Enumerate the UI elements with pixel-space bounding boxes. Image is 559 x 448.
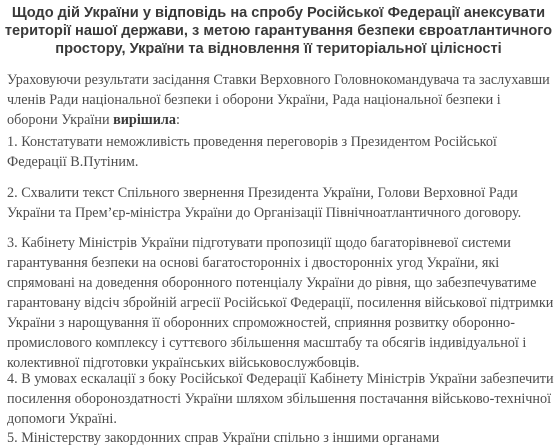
decision-item-4: 4. В умовах ескалації з боку Російської Федерації Кабінету Міністрів України забезпечити посилення обороноздатності України шляхом збільшення постачання військово-технічної допомоги Україні. bbox=[7, 371, 554, 427]
decision-item-5: 5. Міністерству закордонних справ України спільно з іншими органами bbox=[7, 430, 440, 446]
decision-item-3: 3. Кабінету Міністрів України підготувати пропозиції щодо багаторівневої системи гарантування безпеки на основі багатосторонніх і двосторонніх угод України, які спрямовані на доведення оборонного потенціалу України до рівня, що забезпечуватиме гарантовану відсіч збройній агресії Російської Федерації, посилення військової підтримки України з нарощування її оборонних спроможностей, сприяння розвитку оборонно-промислового комплексу і суттєвого збільшення масштабу та обсягів індивідуальної і колективної підготовки українських військовослужбовців. bbox=[7, 235, 554, 371]
decision-item-1: 1. Констатувати неможливість проведення переговорів з Президентом Російської Федерації В.Путіним. bbox=[7, 134, 497, 170]
decision-item-2: 2. Схвалити текст Спільного звернення Президента України, Голови Верховної Ради України та Прем’єр-міністра України до Організації Північноатлантичного договору. bbox=[7, 185, 522, 221]
intro-decision-word: вирішила bbox=[113, 112, 176, 128]
document-title: Щодо дій України у відповідь на спробу Російської Федерації анексувати території нашої держави, з метою гарантування безпеки євроатлантичного простору, України та відновлення її територіальної цілісності bbox=[4, 5, 553, 57]
intro-paragraph bbox=[7, 70, 555, 130]
intro-colon: : bbox=[175, 112, 180, 128]
intro-text: Ураховуючи результати засідання Ставки Верховного Головнокомандувача та заслухавши членів Ради національної безпеки і оборони України, Рада національної безпеки і оборони України bbox=[7, 72, 550, 128]
